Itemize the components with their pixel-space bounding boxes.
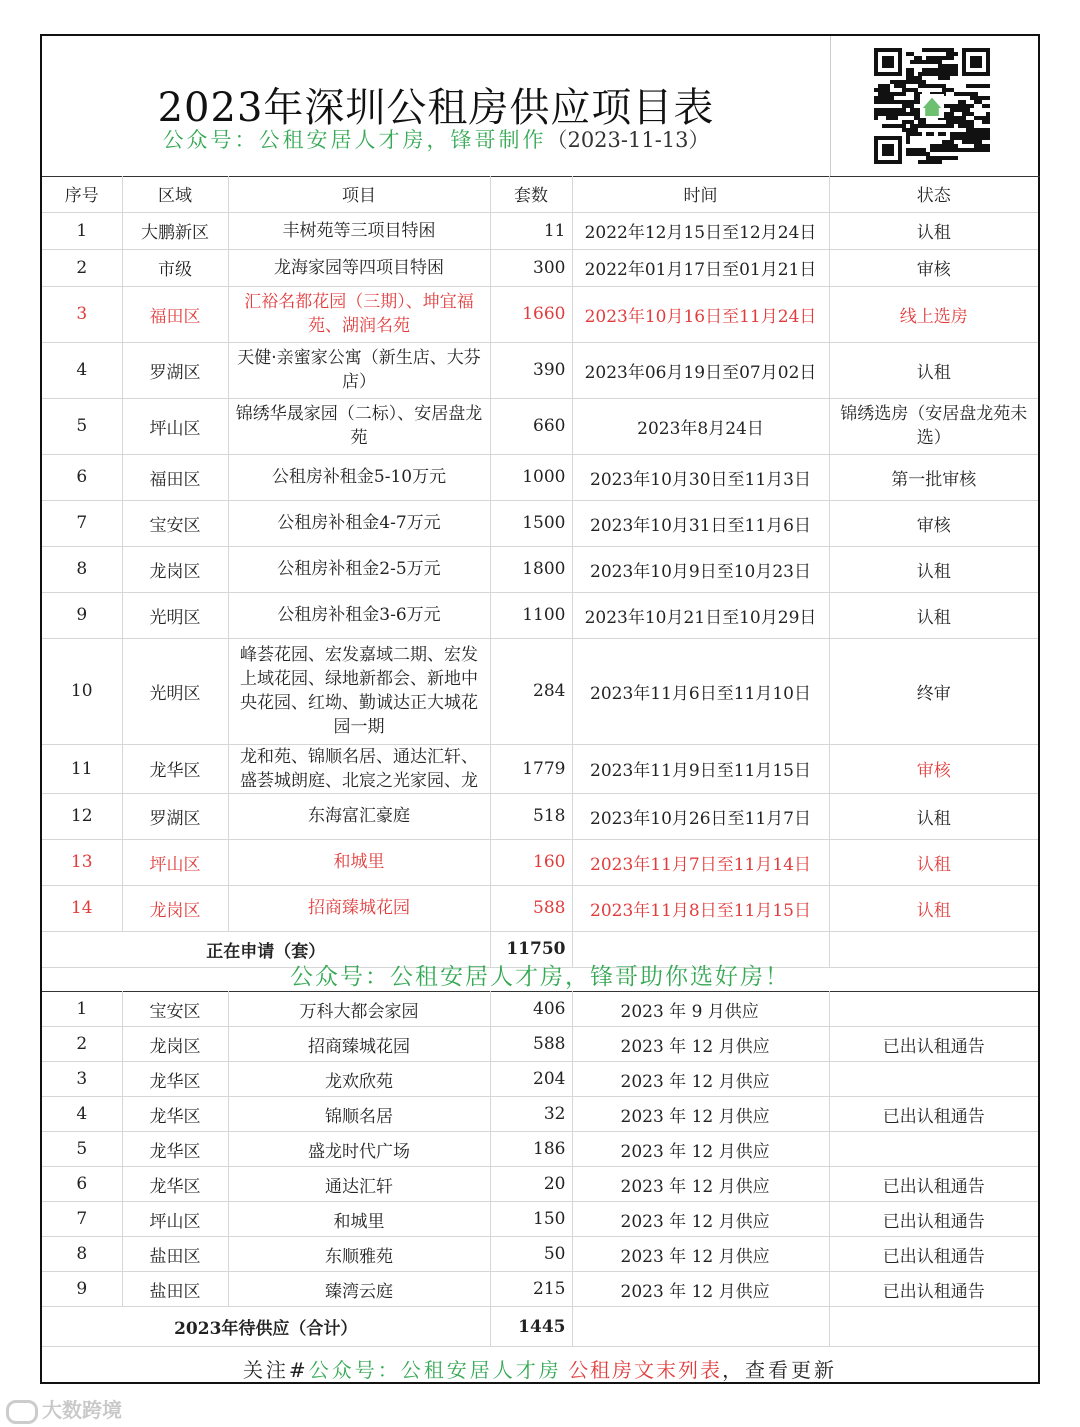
- cell-no: 7: [42, 500, 122, 546]
- cell-district: 盐田区: [122, 1237, 228, 1272]
- cell-time: 2023 年 12 月供应: [572, 1272, 829, 1307]
- cell-project: 天健·亲蜜家公寓（新生店、大芬店）: [228, 342, 490, 398]
- col-header-units: 套数: [490, 176, 572, 212]
- cell-status: [829, 992, 1038, 1027]
- cell-project: 东海富汇豪庭: [228, 793, 490, 839]
- cell-no: 3: [42, 286, 122, 342]
- cell-time: 2023 年 12 月供应: [572, 1167, 829, 1202]
- cell-status: 认租: [829, 839, 1038, 885]
- cell-units: 150: [490, 1202, 572, 1237]
- cell-district: 大鹏新区: [122, 212, 228, 249]
- cell-units: 660: [490, 398, 572, 454]
- cell-time: 2023年10月26日至11月7日: [572, 793, 829, 839]
- cell-status: 认租: [829, 212, 1038, 249]
- cell-project: 锦顺名居: [228, 1097, 490, 1132]
- cell-no: 9: [42, 592, 122, 638]
- table-row: [42, 1167, 1038, 1202]
- cell-project: 峰荟花园、宏发嘉域二期、宏发上域花园、绿地新都会、新地中央花园、红坳、勤诚达正大城花园一期: [228, 638, 490, 744]
- cell-status: 已出认租通告: [829, 1097, 1038, 1132]
- cell-no: 11: [42, 744, 122, 793]
- cell-no: 1: [42, 992, 122, 1027]
- promo-banner: 公众号：公租安居人才房，锋哥助你选好房！: [290, 964, 790, 990]
- cell-status: 审核: [829, 500, 1038, 546]
- cell-no: 2: [42, 249, 122, 286]
- cell-no: 14: [42, 885, 122, 931]
- cell-time: 2023 年 12 月供应: [572, 1202, 829, 1237]
- cell-time: 2023 年 12 月供应: [572, 1097, 829, 1132]
- cell-units: 390: [490, 342, 572, 398]
- cell-time: 2022年12月15日至12月24日: [572, 212, 829, 249]
- cell-district: 市级: [122, 249, 228, 286]
- table-row: [42, 1237, 1038, 1272]
- cell-time: 2023年11月6日至11月10日: [572, 638, 829, 744]
- table-row: [42, 992, 1038, 1027]
- table-row: [42, 885, 1038, 931]
- table-row: [42, 1132, 1038, 1167]
- cell-time: 2023年11月7日至11月14日: [572, 839, 829, 885]
- cell-project: 臻湾云庭: [228, 1272, 490, 1307]
- table-row: [42, 249, 1038, 286]
- table-row: [42, 793, 1038, 839]
- cell-project: 公租房补租金3-6万元: [228, 592, 490, 638]
- cell-district: 龙华区: [122, 1132, 228, 1167]
- cell-time: 2023年11月8日至11月15日: [572, 885, 829, 931]
- table-row: [42, 1027, 1038, 1062]
- table-row: [42, 398, 1038, 454]
- cell-status: 审核: [829, 249, 1038, 286]
- watermark-text: 大数跨境: [42, 1398, 122, 1422]
- cell-district: 光明区: [122, 638, 228, 744]
- cell-project: 龙和苑、锦顺名居、通达汇轩、盛荟城朗庭、北宸之光家园、龙: [228, 744, 490, 793]
- footer-prefix: 关注#: [242, 1358, 309, 1382]
- table-row: [42, 592, 1038, 638]
- cell-units: 186: [490, 1132, 572, 1167]
- upcoming-total-value: 1445: [490, 1307, 572, 1347]
- cell-units: 204: [490, 1062, 572, 1097]
- cell-district: 龙岗区: [122, 1027, 228, 1062]
- cell-no: 8: [42, 546, 122, 592]
- cell-time: 2023 年 12 月供应: [572, 1132, 829, 1167]
- cell-units: 588: [490, 1027, 572, 1062]
- cell-units: 518: [490, 793, 572, 839]
- qr-code-area: [830, 36, 1040, 177]
- cell-time: 2023 年 12 月供应: [572, 1027, 829, 1062]
- cell-status: 已出认租通告: [829, 1237, 1038, 1272]
- cell-project: 招商臻城花园: [228, 1027, 490, 1062]
- cell-status: 线上选房: [829, 286, 1038, 342]
- header: [42, 36, 831, 177]
- cell-project: 万科大都会家园: [228, 992, 490, 1027]
- cell-district: 盐田区: [122, 1272, 228, 1307]
- current-total-label: 正在申请（套）: [42, 931, 490, 967]
- cell-units: 1800: [490, 546, 572, 592]
- watermark-logo-icon: [6, 1400, 38, 1424]
- cell-district: 福田区: [122, 286, 228, 342]
- cell-project: 汇裕名都花园（三期）、坤宜福苑、湖润名苑: [228, 286, 490, 342]
- table-row: [42, 342, 1038, 398]
- cell-units: 32: [490, 1097, 572, 1132]
- cell-status: 认租: [829, 592, 1038, 638]
- cell-project: 招商臻城花园: [228, 885, 490, 931]
- cell-units: 11: [490, 212, 572, 249]
- cell-district: 坪山区: [122, 1202, 228, 1237]
- cell-units: 284: [490, 638, 572, 744]
- cell-no: 8: [42, 1237, 122, 1272]
- cell-no: 5: [42, 398, 122, 454]
- cell-status: 已出认租通告: [829, 1272, 1038, 1307]
- cell-project: 通达汇轩: [228, 1167, 490, 1202]
- cell-no: 7: [42, 1202, 122, 1237]
- subtitle-date: （2023-11-13）: [546, 128, 710, 152]
- current-table: [42, 176, 1038, 968]
- cell-district: 龙华区: [122, 744, 228, 793]
- watermark: [6, 1394, 122, 1424]
- cell-status: [829, 1062, 1038, 1097]
- upcoming-total-row: [42, 1307, 1038, 1347]
- cell-time: 2023年10月21日至10月29日: [572, 592, 829, 638]
- cell-units: 1500: [490, 500, 572, 546]
- cell-status: 认租: [829, 885, 1038, 931]
- cell-district: 罗湖区: [122, 793, 228, 839]
- cell-district: 福田区: [122, 454, 228, 500]
- table-row: [42, 1202, 1038, 1237]
- cell-units: 50: [490, 1237, 572, 1272]
- cell-status: [829, 1132, 1038, 1167]
- cell-time: 2023年10月9日至10月23日: [572, 546, 829, 592]
- table-row: [42, 1097, 1038, 1132]
- cell-units: 300: [490, 249, 572, 286]
- cell-project: 公租房补租金5-10万元: [228, 454, 490, 500]
- upcoming-total-label: 2023年待供应（合计）: [42, 1307, 490, 1347]
- table-row: [42, 1272, 1038, 1307]
- cell-no: 10: [42, 638, 122, 744]
- table-row: [42, 1062, 1038, 1097]
- cell-project: 锦绣华晟家园（二标）、安居盘龙苑: [228, 398, 490, 454]
- footer-list-link[interactable]: 公租房文末列表: [568, 1358, 723, 1382]
- cell-status: 认租: [829, 793, 1038, 839]
- cell-units: 1000: [490, 454, 572, 500]
- cell-project: 龙海家园等四项目特困: [228, 249, 490, 286]
- cell-units: 1660: [490, 286, 572, 342]
- cell-time: 2022年01月17日至01月21日: [572, 249, 829, 286]
- cell-no: 9: [42, 1272, 122, 1307]
- cell-units: 20: [490, 1167, 572, 1202]
- page-title: 2023年深圳公租房供应项目表: [157, 85, 715, 131]
- cell-time: 2023 年 12 月供应: [572, 1237, 829, 1272]
- cell-district: 龙岗区: [122, 546, 228, 592]
- cell-project: 龙欢欣苑: [228, 1062, 490, 1097]
- upcoming-table: [42, 991, 1038, 1347]
- cell-time: 2023 年 12 月供应: [572, 1062, 829, 1097]
- cell-status: 已出认租通告: [829, 1167, 1038, 1202]
- cell-units: 1100: [490, 592, 572, 638]
- cell-district: 龙岗区: [122, 885, 228, 931]
- cell-status: 已出认租通告: [829, 1027, 1038, 1062]
- cell-units: 1779: [490, 744, 572, 793]
- cell-no: 5: [42, 1132, 122, 1167]
- table-row: [42, 500, 1038, 546]
- cell-time: 2023年8月24日: [572, 398, 829, 454]
- cell-district: 罗湖区: [122, 342, 228, 398]
- cell-no: 4: [42, 1097, 122, 1132]
- cell-district: 龙华区: [122, 1062, 228, 1097]
- cell-status: 终审: [829, 638, 1038, 744]
- subtitle: [42, 124, 830, 154]
- qr-code-icon[interactable]: [874, 48, 990, 164]
- table-row: [42, 286, 1038, 342]
- table-header-row: [42, 176, 1038, 212]
- cell-no: 12: [42, 793, 122, 839]
- footer-line: [42, 1354, 1038, 1383]
- cell-project: 公租房补租金2-5万元: [228, 546, 490, 592]
- col-header-time: 时间: [572, 176, 829, 212]
- cell-project: 东顺雅苑: [228, 1237, 490, 1272]
- cell-units: 406: [490, 992, 572, 1027]
- subtitle-account: 公众号：公租安居人才房，锋哥制作: [162, 128, 547, 152]
- cell-no: 1: [42, 212, 122, 249]
- cell-status: 锦绣选房（安居盘龙苑未选）: [829, 398, 1038, 454]
- cell-status: 审核: [829, 744, 1038, 793]
- house-icon: [920, 94, 944, 118]
- cell-time: 2023年10月31日至11月6日: [572, 500, 829, 546]
- table-row: [42, 839, 1038, 885]
- cell-district: 龙华区: [122, 1097, 228, 1132]
- cell-district: 龙华区: [122, 1167, 228, 1202]
- table-row: [42, 212, 1038, 249]
- cell-project: 和城里: [228, 1202, 490, 1237]
- cell-status: 认租: [829, 546, 1038, 592]
- cell-status: 已出认租通告: [829, 1202, 1038, 1237]
- table-row: [42, 638, 1038, 744]
- cell-time: 2023年10月30日至11月3日: [572, 454, 829, 500]
- cell-no: 6: [42, 1167, 122, 1202]
- cell-units: 215: [490, 1272, 572, 1307]
- cell-status: 第一批审核: [829, 454, 1038, 500]
- cell-no: 6: [42, 454, 122, 500]
- footer-account: 公众号：公租安居人才房: [308, 1358, 562, 1382]
- footer-tail: ，查看更新: [722, 1358, 838, 1382]
- cell-district: 坪山区: [122, 839, 228, 885]
- cell-no: 13: [42, 839, 122, 885]
- cell-project: 盛龙时代广场: [228, 1132, 490, 1167]
- cell-district: 坪山区: [122, 398, 228, 454]
- supply-sheet: [40, 34, 1040, 1384]
- table-row: [42, 454, 1038, 500]
- cell-no: 3: [42, 1062, 122, 1097]
- col-header-district: 区域: [122, 176, 228, 212]
- current-total-value: 11750: [490, 931, 572, 967]
- table-row: [42, 546, 1038, 592]
- cell-units: 160: [490, 839, 572, 885]
- cell-project: 公租房补租金4-7万元: [228, 500, 490, 546]
- cell-district: 光明区: [122, 592, 228, 638]
- cell-district: 宝安区: [122, 992, 228, 1027]
- table-row: [42, 744, 1038, 793]
- cell-no: 2: [42, 1027, 122, 1062]
- cell-district: 宝安区: [122, 500, 228, 546]
- cell-time: 2023年10月16日至11月24日: [572, 286, 829, 342]
- col-header-no: 序号: [42, 176, 122, 212]
- col-header-project: 项目: [228, 176, 490, 212]
- cell-units: 588: [490, 885, 572, 931]
- cell-time: 2023年06月19日至07月02日: [572, 342, 829, 398]
- cell-time: 2023 年 9 月供应: [572, 992, 829, 1027]
- col-header-status: 状态: [829, 176, 1038, 212]
- cell-no: 4: [42, 342, 122, 398]
- cell-status: 认租: [829, 342, 1038, 398]
- cell-project: 丰树苑等三项目特困: [228, 212, 490, 249]
- cell-project: 和城里: [228, 839, 490, 885]
- cell-time: 2023年11月9日至11月15日: [572, 744, 829, 793]
